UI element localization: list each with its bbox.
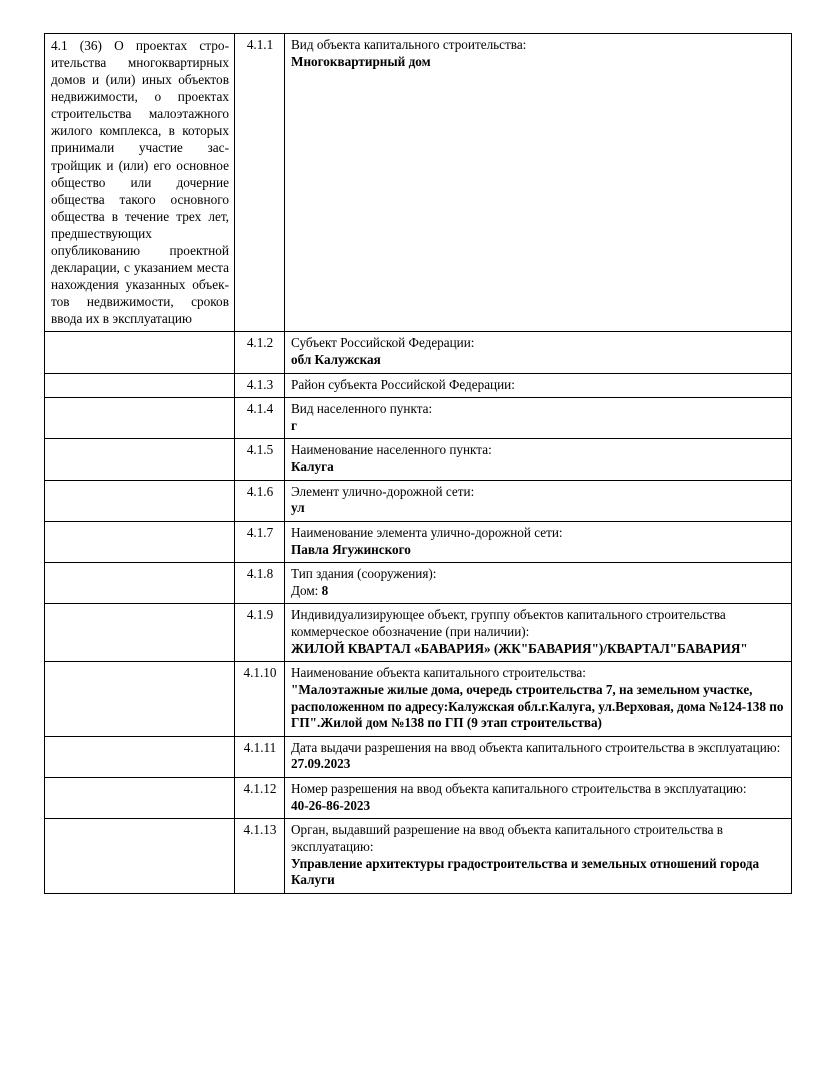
declaration-table <box>44 33 792 894</box>
row-content <box>285 439 792 480</box>
row-index: 4.1.8 <box>235 563 285 604</box>
row-index: 4.1.7 <box>235 521 285 562</box>
row-sublabel: Дом: <box>291 582 322 598</box>
row-label: Наименование населенного пункта: <box>291 442 492 458</box>
row-content <box>285 34 792 332</box>
row-content <box>285 662 792 737</box>
row-content <box>285 563 792 604</box>
row-value: Павла Ягужинского <box>291 541 411 557</box>
table-row <box>45 398 792 439</box>
row-index: 4.1.1 <box>235 34 285 332</box>
row-index: 4.1.4 <box>235 398 285 439</box>
section-title-cell: 4.1 (36) О проектах строительства многоквартирных домов и (или) иных объектов недвижимости, о проектах строительства малоэтажного жилого комплекса, в которых принимали участие застройщик и (или) его основное общество или дочерние общества такого основного общества в течение трех лет, предшествующих опубликованию проектной декларации, с указанием места нахождения указанных объектов недвижимости, сроков ввода их в эксплуатацию <box>45 34 235 332</box>
empty-cell <box>45 480 235 521</box>
row-value: "Малоэтажные жилые дома, очередь строительства 7, на земельном участке, расположенном по адресу:Калужская обл.г.Калуга, ул.Верховая, дома №124-138 по ГП".Жилой дом №138 по ГП (9 этап строительства) <box>291 681 784 731</box>
row-index: 4.1.5 <box>235 439 285 480</box>
row-label: Тип здания (сооружения): <box>291 566 437 582</box>
row-value: г <box>291 417 297 433</box>
empty-cell <box>45 662 235 737</box>
table-row <box>45 521 792 562</box>
row-label: Наименование объекта капитального строительства: <box>291 665 586 681</box>
row-content <box>285 736 792 777</box>
row-index: 4.1.9 <box>235 604 285 662</box>
empty-cell <box>45 736 235 777</box>
row-value: ул <box>291 500 305 516</box>
empty-cell <box>45 563 235 604</box>
row-value: Многоквартирный дом <box>291 53 431 69</box>
row-content <box>285 604 792 662</box>
row-content <box>285 373 792 398</box>
row-value: 8 <box>321 582 329 598</box>
empty-cell <box>45 521 235 562</box>
row-index: 4.1.11 <box>235 736 285 777</box>
row-value: Калуга <box>291 459 334 475</box>
empty-cell <box>45 398 235 439</box>
row-index: 4.1.6 <box>235 480 285 521</box>
empty-cell <box>45 439 235 480</box>
table-row <box>45 819 792 894</box>
table-row <box>45 480 792 521</box>
row-label: Орган, выдавший разрешение на ввод объекта капитального строительства в эксплуатацию: <box>291 822 723 854</box>
empty-cell <box>45 778 235 819</box>
empty-cell <box>45 819 235 894</box>
table-row <box>45 34 792 332</box>
row-label: Вид населенного пункта: <box>291 401 433 417</box>
row-index: 4.1.13 <box>235 819 285 894</box>
row-label: Дата выдачи разрешения на ввод объекта капитального строительства в эксплуатацию: <box>291 739 781 755</box>
row-value: обл Калужская <box>291 351 381 367</box>
row-value: 27.09.2023 <box>291 756 351 772</box>
table-row <box>45 439 792 480</box>
row-content <box>285 521 792 562</box>
row-label: Наименование элемента улично-дорожной сети: <box>291 524 563 540</box>
row-content <box>285 778 792 819</box>
row-value: ЖИЛОЙ КВАРТАЛ «БАВАРИЯ» (ЖК"БАВАРИЯ")/КВАРТАЛ"БАВАРИЯ" <box>291 640 748 656</box>
row-value: 40-26-86-2023 <box>291 797 371 813</box>
table-row <box>45 778 792 819</box>
row-value: Управление архитектуры градостроительства и земельных отношений города Калуги <box>291 855 760 888</box>
row-index: 4.1.3 <box>235 373 285 398</box>
table-row <box>45 604 792 662</box>
row-content <box>285 819 792 894</box>
empty-cell <box>45 604 235 662</box>
table-row <box>45 332 792 373</box>
row-content <box>285 332 792 373</box>
table-row <box>45 563 792 604</box>
row-content <box>285 398 792 439</box>
row-label: Вид объекта капитального строительства: <box>291 37 527 52</box>
row-content <box>285 480 792 521</box>
row-index: 4.1.10 <box>235 662 285 737</box>
empty-cell <box>45 373 235 398</box>
empty-cell <box>45 332 235 373</box>
table-row <box>45 373 792 398</box>
row-label: Район субъекта Российской Федерации: <box>291 376 515 392</box>
table-row <box>45 662 792 737</box>
row-label: Элемент улично-дорожной сети: <box>291 483 475 499</box>
row-index: 4.1.2 <box>235 332 285 373</box>
table-row <box>45 736 792 777</box>
row-index: 4.1.12 <box>235 778 285 819</box>
row-label: Номер разрешения на ввод объекта капитального строительства в эксплуатацию: <box>291 781 747 797</box>
row-label: Субъект Российской Федерации: <box>291 335 475 351</box>
row-label: Индивидуализирующее объект, группу объектов капитального строительства коммерческое обозначение (при наличии): <box>291 607 726 640</box>
